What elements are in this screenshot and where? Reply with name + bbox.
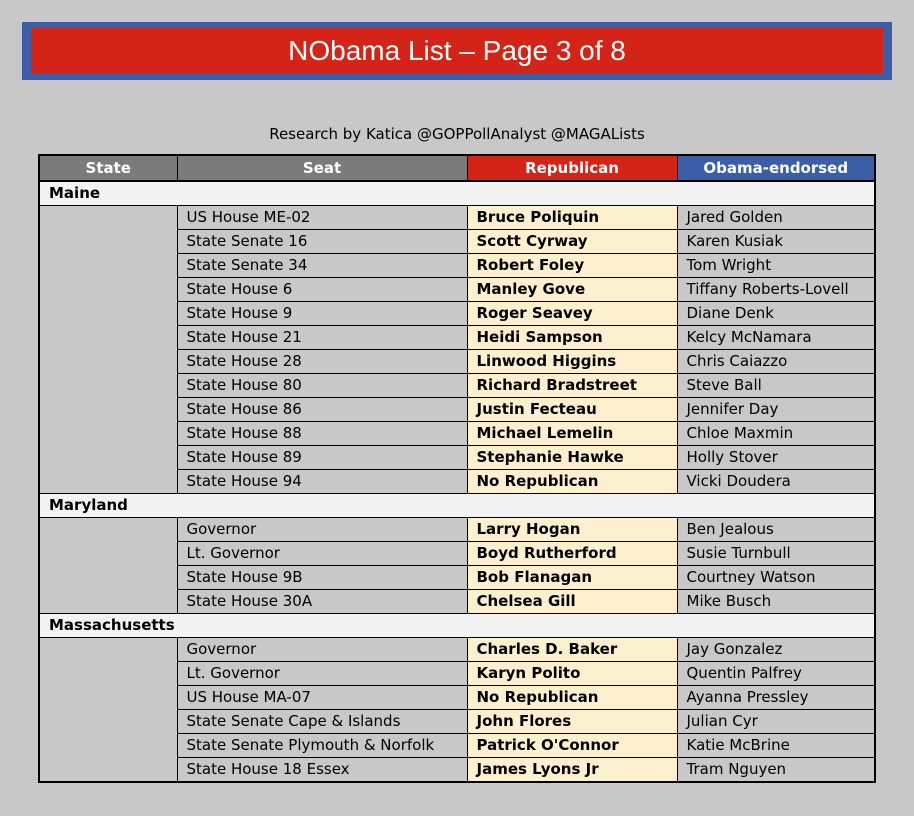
column-header-obama-endorsed: Obama-endorsed bbox=[677, 155, 875, 181]
obama-endorsed-cell: Steve Ball bbox=[677, 374, 875, 398]
obama-endorsed-cell: Ayanna Pressley bbox=[677, 686, 875, 710]
obama-endorsed-cell: Holly Stover bbox=[677, 446, 875, 470]
state-cell-blank bbox=[39, 638, 177, 783]
seat-cell: State House 28 bbox=[177, 350, 467, 374]
column-header-seat: Seat bbox=[177, 155, 467, 181]
candidate-table bbox=[38, 154, 876, 783]
seat-cell: State Senate 16 bbox=[177, 230, 467, 254]
seat-cell: State House 88 bbox=[177, 422, 467, 446]
table-row bbox=[39, 638, 875, 662]
seat-cell: Governor bbox=[177, 518, 467, 542]
obama-endorsed-cell: Quentin Palfrey bbox=[677, 662, 875, 686]
seat-cell: State House 18 Essex bbox=[177, 758, 467, 783]
obama-endorsed-cell: Julian Cyr bbox=[677, 710, 875, 734]
obama-endorsed-cell: Karen Kusiak bbox=[677, 230, 875, 254]
column-header-republican: Republican bbox=[467, 155, 677, 181]
obama-endorsed-cell: Susie Turnbull bbox=[677, 542, 875, 566]
table-row bbox=[39, 518, 875, 542]
obama-endorsed-cell: Chris Caiazzo bbox=[677, 350, 875, 374]
republican-cell: Richard Bradstreet bbox=[467, 374, 677, 398]
state-cell-blank bbox=[39, 518, 177, 614]
seat-cell: State House 6 bbox=[177, 278, 467, 302]
obama-endorsed-cell: Diane Denk bbox=[677, 302, 875, 326]
obama-endorsed-cell: Jay Gonzalez bbox=[677, 638, 875, 662]
republican-cell: Boyd Rutherford bbox=[467, 542, 677, 566]
obama-endorsed-cell: Kelcy McNamara bbox=[677, 326, 875, 350]
state-cell-blank bbox=[39, 206, 177, 494]
seat-cell: State House 9B bbox=[177, 566, 467, 590]
obama-endorsed-cell: Katie McBrine bbox=[677, 734, 875, 758]
obama-endorsed-cell: Ben Jealous bbox=[677, 518, 875, 542]
seat-cell: State House 9 bbox=[177, 302, 467, 326]
republican-cell: Bruce Poliquin bbox=[467, 206, 677, 230]
table-header-row bbox=[39, 155, 875, 181]
republican-cell: Stephanie Hawke bbox=[467, 446, 677, 470]
seat-cell: Lt. Governor bbox=[177, 662, 467, 686]
seat-cell: State Senate 34 bbox=[177, 254, 467, 278]
seat-cell: State Senate Cape & Islands bbox=[177, 710, 467, 734]
republican-cell: Michael Lemelin bbox=[467, 422, 677, 446]
republican-cell: No Republican bbox=[467, 470, 677, 494]
seat-cell: State House 89 bbox=[177, 446, 467, 470]
republican-cell: Patrick O'Connor bbox=[467, 734, 677, 758]
republican-cell: Linwood Higgins bbox=[467, 350, 677, 374]
republican-cell: Chelsea Gill bbox=[467, 590, 677, 614]
seat-cell: State House 30A bbox=[177, 590, 467, 614]
state-group-row bbox=[39, 494, 875, 518]
republican-cell: Larry Hogan bbox=[467, 518, 677, 542]
obama-endorsed-cell: Tiffany Roberts-Lovell bbox=[677, 278, 875, 302]
table-row bbox=[39, 206, 875, 230]
obama-endorsed-cell: Jared Golden bbox=[677, 206, 875, 230]
page-title: NObama List – Page 3 of 8 bbox=[31, 28, 883, 74]
state-group-label: Maryland bbox=[39, 494, 875, 518]
seat-cell: US House ME-02 bbox=[177, 206, 467, 230]
republican-cell: No Republican bbox=[467, 686, 677, 710]
republican-cell: Bob Flanagan bbox=[467, 566, 677, 590]
column-header-state: State bbox=[39, 155, 177, 181]
republican-cell: John Flores bbox=[467, 710, 677, 734]
state-group-row bbox=[39, 181, 875, 206]
republican-cell: Manley Gove bbox=[467, 278, 677, 302]
republican-cell: Robert Foley bbox=[467, 254, 677, 278]
obama-endorsed-cell: Tom Wright bbox=[677, 254, 875, 278]
republican-cell: Scott Cyrway bbox=[467, 230, 677, 254]
state-group-row bbox=[39, 614, 875, 638]
seat-cell: State House 86 bbox=[177, 398, 467, 422]
republican-cell: Justin Fecteau bbox=[467, 398, 677, 422]
title-banner bbox=[22, 22, 892, 80]
republican-cell: Charles D. Baker bbox=[467, 638, 677, 662]
table-body bbox=[39, 181, 875, 782]
republican-cell: Karyn Polito bbox=[467, 662, 677, 686]
seat-cell: US House MA-07 bbox=[177, 686, 467, 710]
seat-cell: State House 80 bbox=[177, 374, 467, 398]
state-group-label: Massachusetts bbox=[39, 614, 875, 638]
obama-endorsed-cell: Mike Busch bbox=[677, 590, 875, 614]
seat-cell: State Senate Plymouth & Norfolk bbox=[177, 734, 467, 758]
state-group-label: Maine bbox=[39, 181, 875, 206]
republican-cell: James Lyons Jr bbox=[467, 758, 677, 783]
republican-cell: Roger Seavey bbox=[467, 302, 677, 326]
obama-endorsed-cell: Jennifer Day bbox=[677, 398, 875, 422]
research-credit: Research by Katica @GOPPollAnalyst @MAGALists bbox=[269, 125, 645, 143]
seat-cell: Lt. Governor bbox=[177, 542, 467, 566]
seat-cell: Governor bbox=[177, 638, 467, 662]
republican-cell: Heidi Sampson bbox=[467, 326, 677, 350]
obama-endorsed-cell: Vicki Doudera bbox=[677, 470, 875, 494]
seat-cell: State House 94 bbox=[177, 470, 467, 494]
seat-cell: State House 21 bbox=[177, 326, 467, 350]
obama-endorsed-cell: Tram Nguyen bbox=[677, 758, 875, 783]
obama-endorsed-cell: Chloe Maxmin bbox=[677, 422, 875, 446]
obama-endorsed-cell: Courtney Watson bbox=[677, 566, 875, 590]
